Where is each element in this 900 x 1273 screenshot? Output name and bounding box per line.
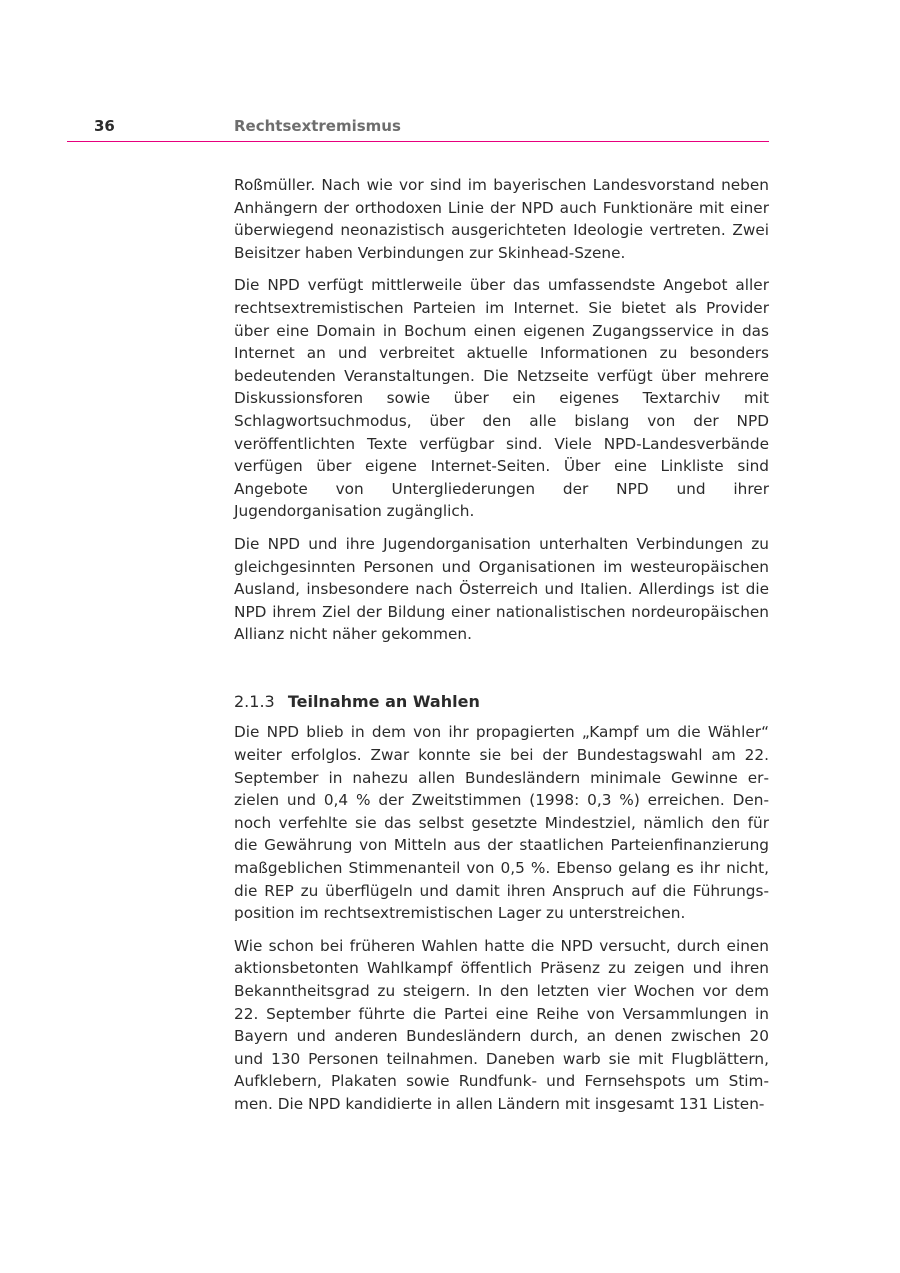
running-title: Rechtsextremismus (234, 117, 401, 135)
page-header (0, 0, 900, 145)
paragraph: Die NPD blieb in dem von ihr propagierten „Kampf um die Wähler“ weiter erfolglos. Zwar konnte sie bei der Bundestagswahl am 22. September in nahezu allen Bundesländern minimale Gewinne erzielen und 0,4 % der Zweitstimmen (1998: 0,3 %) erreichen. Dennoch verfehlte sie das selbst gesetzte Mindestziel, nämlich den für die Gewährung von Mitteln aus der staatlichen Parteienfinanzierung maßgeblichen Stimmenanteil von 0,5 %. Ebenso gelang es ihr nicht, die REP zu überflügeln und damit ihren Anspruch auf die Führungsposition im rechtsextremistischen Lager zu unterstreichen. (234, 723, 769, 923)
paragraph: Die NPD und ihre Jugendorganisation unterhalten Verbindungen zu gleichgesinnten Personen und Organisationen im westeuropäischen Ausland, insbesondere nach Österreich und Italien. Allerdings ist die NPD ihrem Ziel der Bildung einer nationalistischen nordeuropäischen Allianz nicht näher gekommen. (234, 534, 769, 644)
section-number: 2.1.3 (234, 691, 275, 711)
body-text (234, 174, 769, 1126)
page-number: 36 (94, 117, 115, 135)
paragraph: Die NPD verfügt mittlerweile über das umfassendste Angebot aller rechtsextremistischen Parteien im Internet. Sie bietet als Provider über eine Domain in Bochum einen eigenen Zugangsservice in das Internet an und verbreitet aktuelle Informationen zu besonders bedeutenden Veranstaltungen. Die Netzseite verfügt über mehrere Diskussionsforen sowie über ein eigenes Textarchiv mit Schlagwortsuchmodus, über den alle bislang von der NPD veröffentlichten Texte verfügbar sind. Viele NPD-Landesverbände verfügen über eigene Internet-Seiten. Über eine Linkliste sind Angebote von Untergliederungen der NPD und ihrer Jugendorganisation zugänglich. (234, 276, 769, 521)
section-heading (234, 691, 769, 714)
paragraph: Roßmüller. Nach wie vor sind im bayerischen Landesvorstand neben Anhängern der orthodoxen Linie der NPD auch Funktionäre mit einer überwiegend neonazistisch ausgerichteten Ideologie vertreten. Zwei Beisitzer haben Verbindungen zur Skinhead-Szene. (234, 176, 769, 262)
section-title: Teilnahme an Wahlen (287, 691, 480, 711)
header-rule (67, 141, 769, 142)
paragraph: Wie schon bei früheren Wahlen hatte die NPD versucht, durch einen aktionsbetonten Wahlkampf öffentlich Präsenz zu zeigen und ihren Bekanntheitsgrad zu steigern. In den letzten vier Wochen vor dem 22. September führte die Partei eine Reihe von Versammlungen in Bayern und anderen Bundesländern durch, an denen zwischen 20 und 130 Personen teilnahmen. Daneben warb sie mit Flugblättern, Aufklebern, Plakaten sowie Rundfunk- und Fernsehspots um Stimmen. Die NPD kandidierte in allen Ländern mit insgesamt 131 Listen- (234, 936, 769, 1113)
